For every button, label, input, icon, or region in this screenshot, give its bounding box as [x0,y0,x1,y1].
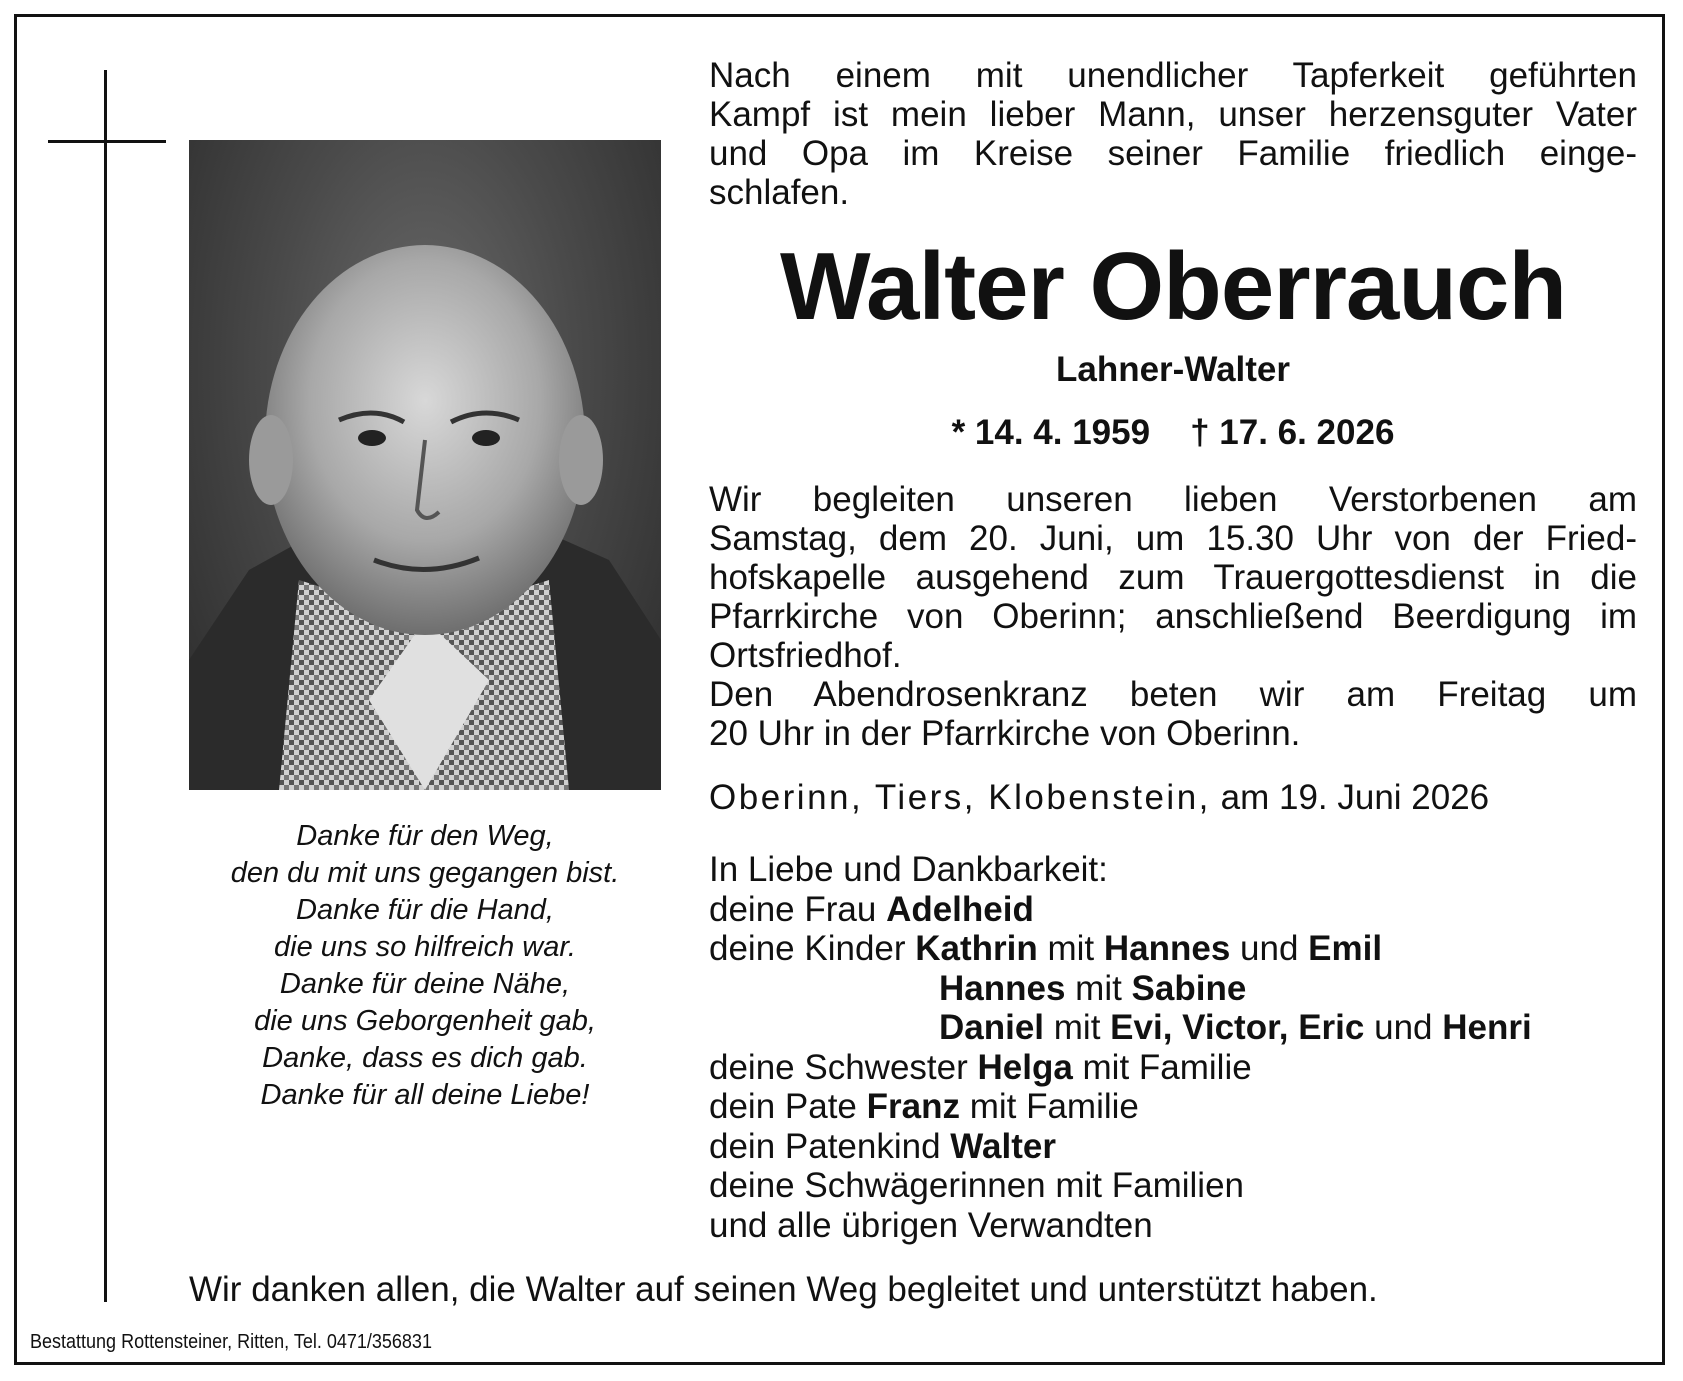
relative-name: Hannes [1103,929,1231,968]
deceased-name: Walter Oberrauch [780,233,1566,340]
family-row [709,890,1637,930]
relative-name: Evi, Victor, Eric [1110,1008,1365,1047]
intro-line: Nach einem mit unendlicher Tapferkeit geführten [709,56,1637,95]
family-heading: In Liebe und Dankbarkeit: [709,850,1108,889]
relative-name: Helga [977,1047,1073,1087]
family-row: und alle übrigen Verwandten [709,1205,1153,1245]
poem-line: Danke für den Weg, [296,820,554,852]
intro-line: Kampf ist mein lieber Mann, unser herzensguter Vater [709,95,1637,134]
family-list [709,850,1637,1245]
connector: mit [1065,968,1132,1008]
thanks-text: Wir danken allen, die Walter auf seinen Weg begleitet und unterstützt haben. [189,1270,1378,1309]
portrait-illustration [189,140,661,790]
poem-line: Danke für deine Nähe, [279,968,571,1000]
relative-name: Henri [1442,1008,1532,1047]
connector: mit Familie [959,1087,1139,1126]
funeral-line: Ortsfriedhof. [709,636,902,675]
funeral-text [709,480,1637,753]
poem [189,818,661,1114]
family-row: deine Schwägerinnen mit Familien [709,1166,1244,1205]
connector: mit [1037,929,1104,968]
intro-line: und Opa im Kreise seiner Familie friedlich einge- [709,134,1637,173]
connector: und [1230,929,1309,968]
poem-line: Danke für die Hand, [296,894,554,926]
poem-line: Danke für all deine Liebe! [260,1079,590,1111]
intro-text [709,56,1637,212]
relative-name: Adelheid [886,889,1034,929]
relation: dein Pate [709,1087,867,1126]
relative-name: Walter [950,1126,1056,1166]
relative-name: Sabine [1131,968,1247,1008]
birth-date: * 14. 4. 1959 [951,413,1151,452]
relative-name: Franz [866,1087,960,1126]
intro-line: schlafen. [709,173,850,212]
funeral-line: Samstag, dem 20. Juni, um 15.30 Uhr von der Fried- [709,519,1637,558]
relative-name: Daniel [939,1008,1045,1047]
relation: deine Schwester [709,1047,978,1087]
family-row [709,969,1637,1009]
funeral-line: Pfarrkirche von Oberinn; anschließend Beerdigung im [709,597,1637,636]
portrait-photo [189,140,661,790]
funeral-line: hofskapelle ausgehend zum Trauergottesdienst in die [709,558,1637,597]
relative-name: Emil [1308,929,1383,968]
family-row [709,1127,1637,1167]
funeral-line: Wir begleiten unseren lieben Verstorbenen am [709,480,1637,519]
notice-date: am 19. Juni 2026 [1210,778,1490,817]
relation: deine Kinder [709,929,916,968]
place-towns: Oberinn, Tiers, Klobenstein, [709,778,1211,817]
deceased-nickname: Lahner-Walter [1055,350,1290,389]
cross-icon-horizontal [48,140,166,143]
connector: und [1364,1008,1443,1047]
connector: mit Familie [1072,1047,1252,1087]
family-row [709,1048,1637,1088]
relative-name: Kathrin [915,929,1038,968]
life-dates [709,413,1637,453]
family-row [709,929,1637,969]
funeral-home-info: Bestattung Rottensteiner, Ritten, Tel. 0471/356831 [30,1331,432,1353]
funeral-line: Den Abendrosenkranz beten wir am Freitag um [709,675,1637,714]
family-row [709,1008,1637,1048]
poem-line: die uns Geborgenheit gab, [254,1005,596,1037]
place-date [709,778,1637,818]
connector: mit [1044,1008,1111,1047]
death-date: † 17. 6. 2026 [1190,413,1395,452]
poem-line: den du mit uns gegangen bist. [230,857,620,889]
relation: dein Patenkind [709,1126,951,1166]
poem-line: die uns so hilfreich war. [274,931,576,963]
family-row [709,1087,1637,1127]
funeral-line: 20 Uhr in der Pfarrkirche von Oberinn. [709,714,1301,753]
cross-icon-vertical [104,70,107,1302]
relative-name: Hannes [939,968,1066,1008]
relation: deine Frau [709,889,887,929]
poem-line: Danke, dass es dich gab. [262,1042,588,1074]
